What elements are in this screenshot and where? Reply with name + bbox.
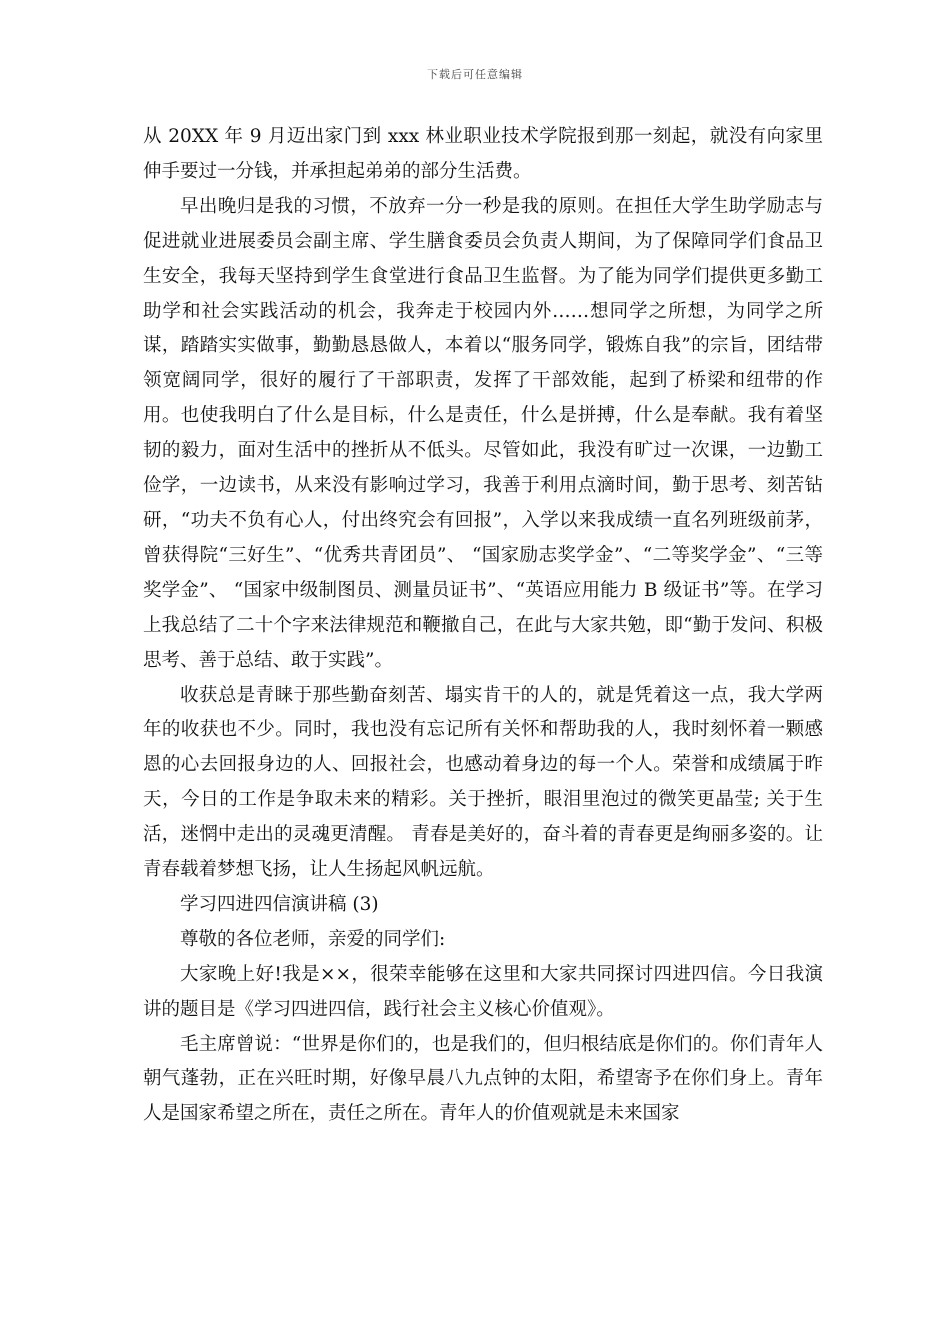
document-body: [143, 120, 823, 1132]
section-heading: 学习四进四信演讲稿 (3): [180, 893, 379, 915]
paragraph-2: 早出晚归是我的习惯，不放弃一分一秒是我的原则。在担任大学生助学励志与促进就业进展委员会副主席、学生膳食委员会负责人期间，为了保障同学们食品卫生安全，我每天坚持到学生食堂进行食品卫生监督。为了能为同学们提供更多勤工助学和社会实践活动的机会，我奔走于校园内外……想同学之所想，为同学之所谋，踏踏实实做事，勤勤恳恳做人，本着以“服务同学，锻炼自我”的宗旨，团结带领宽阔同学，很好的履行了干部职责，发挥了干部效能，起到了桥梁和纽带的作用。也使我明白了什么是目标，什么是责任，什么是拼搏，什么是奉献。我有着坚韧的毅力，面对生活中的挫折从不低头。尽管如此，我没有旷过一次课，一边勤工俭学，一边读书，从来没有影响过学习，我善于利用点滴时间，勤于思考、刻苦钻研，“功夫不负有心人，付出终究会有回报”，入学以来我成绩一直名列班级前茅，曾获得院“三好生”、“优秀共青团员”、 “国家励志奖学金”、“二等奖学金”、“三等奖学金”、 “国家中级制图员、测量员证书”、“英语应用能力 B 级证书”等。在学习上我总结了二十个字来法律规范和鞭撤自己，在此与大家共勉，即“勤于发问、积极思考、善于总结、敢于实践”。: [143, 195, 823, 671]
salutation: 尊敬的各位老师，亲爱的同学们:: [180, 928, 446, 950]
header-note: 下载后可任意编辑: [427, 68, 523, 81]
paragraph-7: 毛主席曾说：“世界是你们的，也是我们的，但归根结底是你们的。你们青年人朝气蓬勃，正在兴旺时期，好像早晨八九点钟的太阳，希望寄予在你们身上。青年人是国家希望之所在，责任之所在。青年人的价值观就是未来国家: [143, 1033, 823, 1125]
paragraph-6: 大家晚上好!我是××，很荣幸能够在这里和大家共同探讨四进四信。今日我演讲的题目是《学习四进四信，践行社会主义核心价值观》。: [143, 963, 823, 1020]
paragraph-1: 从 20XX 年 9 月迈出家门到 xxx 林业职业技术学院报到那一刻起，就没有向家里伸手要过一分钱，并承担起弟弟的部分生活费。: [143, 126, 823, 182]
paragraph-3: 收获总是青睐于那些勤奋刻苦、塌实肯干的人的，就是凭着这一点，我大学两年的收获也不少。同时，我也没有忘记所有关怀和帮助我的人，我时刻怀着一颗感恩的心去回报身边的人、回报社会，也感动着身边的每一个人。荣誉和成绩属于昨天，今日的工作是争取未来的精彩。关于挫折，眼泪里泡过的微笑更晶莹; 关于生活，迷惘中走出的灵魂更清醒。 青春是美好的，奋斗着的青春更是绚丽多姿的。让青春载着梦想飞扬，让人生扬起风帆远航。: [143, 684, 823, 881]
